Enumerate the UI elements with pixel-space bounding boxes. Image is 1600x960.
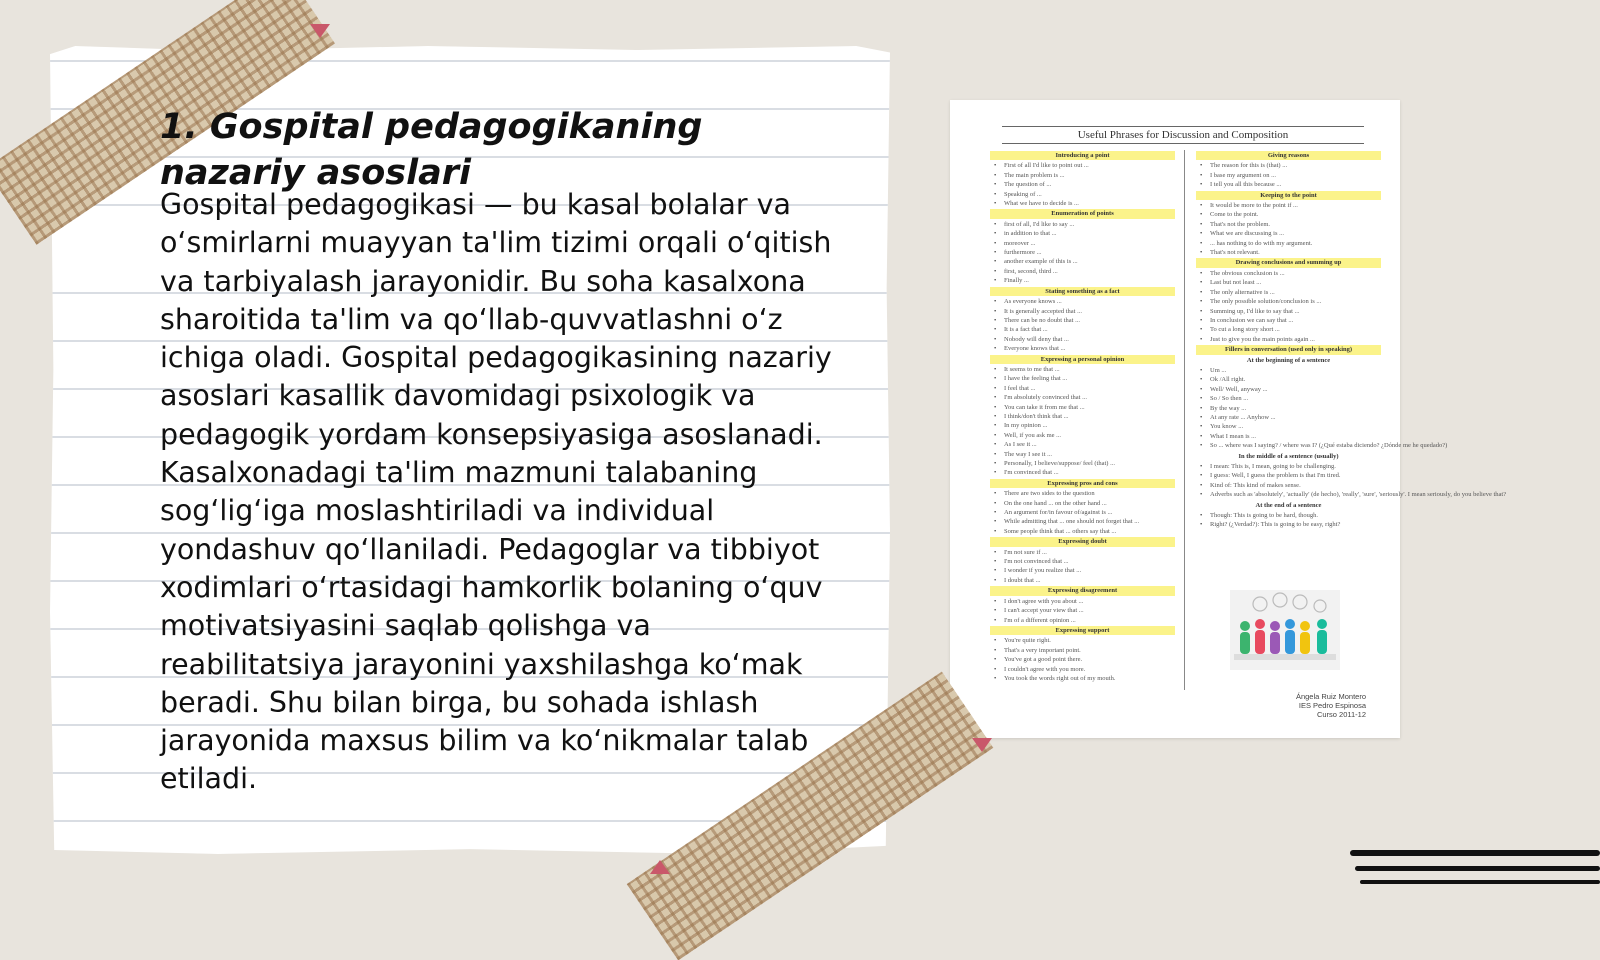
document-section-heading: Stating something as a fact [990, 287, 1175, 296]
document-section-heading: Expressing disagreement [990, 586, 1175, 595]
document-list-item: • Ok /All right. [1196, 375, 1381, 384]
document-subheading: In the middle of a sentence (usually) [1238, 452, 1339, 460]
document-signature [1296, 692, 1366, 719]
document-left-column [990, 150, 1175, 683]
document-list-item: • So / So then ... [1196, 394, 1381, 403]
document-list-item: • I don't agree with you about ... [990, 597, 1175, 606]
document-list-item: • in addition to that ... [990, 229, 1175, 238]
document-list-item: • I guess: Well, I guess the problem is that I'm tired. [1196, 471, 1381, 480]
document-section-heading: Expressing pros and cons [990, 479, 1175, 488]
document-list-item: • moreover ... [990, 239, 1175, 248]
document-list-item: • I doubt that ... [990, 576, 1175, 585]
document-list-item: • I think/don't think that ... [990, 412, 1175, 421]
document-list-item: • I'm not convinced that ... [990, 557, 1175, 566]
document-list-item: • You took the words right out of my mouth. [990, 674, 1175, 683]
document-list-item: • I base my argument on ... [1196, 171, 1381, 180]
brush-stroke [1350, 850, 1600, 856]
brush-stroke [1360, 880, 1600, 884]
document-list-item: • At any rate ... Anyhow ... [1196, 413, 1381, 422]
document-list-item: • By the way ... [1196, 404, 1381, 413]
document-list-item: • What we have to decide is ... [990, 199, 1175, 208]
document-list-item: • That's not the problem. [1196, 220, 1381, 229]
document-list-item: • I can't accept your view that ... [990, 606, 1175, 615]
document-list-item: • You're quite right. [990, 636, 1175, 645]
document-list-item: • Just to give you the main points again ... [1196, 335, 1381, 344]
document-section-heading: Giving reasons [1196, 151, 1381, 160]
document-list-item: • The obvious conclusion is ... [1196, 269, 1381, 278]
document-list-item: • That's a very important point. [990, 646, 1175, 655]
document-list-item: • The only possible solution/conclusion is ... [1196, 297, 1381, 306]
document-list-item: • The reason for this is (that) ... [1196, 161, 1381, 170]
document-list-item: • It seems to me that ... [990, 365, 1175, 374]
document-list-item: • another example of this is ... [990, 257, 1175, 266]
pin-icon [650, 860, 670, 874]
document-list-item: • first of all, I'd like to say ... [990, 220, 1175, 229]
document-section-heading: Fillers in conversation (used only in speaking) [1196, 345, 1381, 354]
document-list-item: • It would be more to the point if ... [1196, 201, 1381, 210]
document-list-item: • Last but not least ... [1196, 278, 1381, 287]
document-list-item: • Um ... [1196, 366, 1381, 375]
people-speech-bubbles-icon [1230, 590, 1340, 670]
document-list-item: • I feel that ... [990, 384, 1175, 393]
document-list-item: • I'm absolutely convinced that ... [990, 393, 1175, 402]
document-list-item: • What we are discussing is ... [1196, 229, 1381, 238]
signature-line: IES Pedro Espinosa [1298, 701, 1366, 710]
document-list-item: • That's not relevant. [1196, 248, 1381, 257]
document-list-item: • Right? (¿Verdad?): This is going to be easy, right? [1196, 520, 1381, 529]
document-list-item: • The question of ... [990, 180, 1175, 189]
document-list-item: • Well, if you ask me ... [990, 431, 1175, 440]
document-list-item: • ... has nothing to do with my argument. [1196, 239, 1381, 248]
document-section-heading: Expressing doubt [990, 537, 1175, 546]
document-list-item: • I wonder if you realize that ... [990, 566, 1175, 575]
document-list-item: • On the one hand ... on the other hand ... [990, 499, 1175, 508]
document-list-item: • You've got a good point there. [990, 655, 1175, 664]
document-section-heading: Expressing support [990, 626, 1175, 635]
slide-title: 1. Gospital pedagogikaning nazariy asoslari [160, 107, 703, 193]
document-list-item: • I tell you all this because ... [1196, 180, 1381, 189]
document-right-column [1196, 150, 1507, 530]
document-list-item: • furthermore ... [990, 248, 1175, 257]
document-list-item: • Personally, I believe/suppose/ feel (that) ... [990, 459, 1175, 468]
signature-line: Ángela Ruiz Montero [1295, 692, 1366, 701]
document-title: Useful Phrases for Discussion and Composition [1002, 126, 1364, 144]
document-list-item: • Kind of: This kind of makes sense. [1196, 481, 1381, 490]
document-list-item: • In my opinion ... [990, 421, 1175, 430]
document-list-item: • First of all I'd like to point out ... [990, 161, 1175, 170]
slide-body-text: Gospital pedagogikasi — bu kasal bolalar va o‘smirlarni muayyan ta'lim tizimi orqali o‘qitish va tarbiyalash jarayonidir. Bu soha kasalxona sharoitida ta'lim va qo‘llab-quvvatlashni o‘z ichiga oladi. Gospital pedagogikasining nazariy asoslari kasallik davomidagi psixologik va pedagogik yordam konsepsiyasiga asoslanadi. Kasalxonadagi ta'lim mazmuni talabaning sog‘lig‘iga moslashtiriladi va individual yondashuv qo‘llaniladi. Pedagoglar va tibbiyot xodimlari o‘rtasidagi hamkorlik bolaning o‘quv motivatsiyasini saqlab qolishga va reabilitatsiya jarayonini yaxshilashga ko‘mak beradi. Shu bilan birga, bu sohada ishlash jarayonida maxsus bilim va ko‘nikmalar talab etiladi. [160, 188, 832, 796]
document-list-item: • Speaking of ... [990, 190, 1175, 199]
brush-stroke [1355, 866, 1600, 871]
document-list-item: • To cut a long story short ... [1196, 325, 1381, 334]
document-section-heading: Enumeration of points [990, 209, 1175, 218]
document-list-item: • I'm of a different opinion ... [990, 616, 1175, 625]
document-subheading: At the beginning of a sentence [1246, 356, 1331, 364]
document-section-heading: Introducing a point [990, 151, 1175, 160]
document-list-item: • It is a fact that ... [990, 325, 1175, 334]
document-list-item: • Everyone knows that ... [990, 344, 1175, 353]
document-section-heading: Drawing conclusions and summing up [1196, 258, 1381, 267]
document-list-item: • The way I see it ... [990, 450, 1175, 459]
document-image [950, 100, 1507, 738]
document-list-item: • Nobody will deny that ... [990, 335, 1175, 344]
document-list-item: • first, second, third ... [990, 267, 1175, 276]
document-list-item: • I'm convinced that ... [990, 468, 1175, 477]
document-list-item: • What I mean is ... [1196, 432, 1381, 441]
document-list-item: • There are two sides to the question [990, 489, 1175, 498]
document-list-item: • You can take it from me that ... [990, 403, 1175, 412]
document-list-item: • An argument for/in favour of/against is ... [990, 508, 1175, 517]
document-list-item: • So ... where was I saying? / where was I? (¿Qué estaba diciendo? ¿Dónde me he quedado?) [1196, 441, 1381, 450]
document-list-item: • I have the feeling that ... [990, 374, 1175, 383]
document-list-item: • Summing up, I'd like to say that ... [1196, 307, 1381, 316]
document-list-item: • Finally ... [990, 276, 1175, 285]
document-list-item: • You know ... [1196, 422, 1381, 431]
document-list-item: • Some people think that ... others say that ... [990, 527, 1175, 536]
document-section-heading: Expressing a personal opinion [990, 355, 1175, 364]
document-column-divider [1184, 150, 1185, 690]
document-subheading: At the end of a sentence [1255, 501, 1322, 509]
pin-icon [972, 738, 992, 752]
document-list-item: • There can be no doubt that ... [990, 316, 1175, 325]
document-list-item: • The only alternative is ... [1196, 288, 1381, 297]
document-list-item: • It is generally accepted that ... [990, 307, 1175, 316]
document-list-item: • Adverbs such as 'absolutely', 'actually' (de hecho), 'really', 'sure', 'seriously'. I mean seriously, do you believe that? [1196, 490, 1381, 499]
document-list-item: • Though: This is going to be hard, though. [1196, 511, 1381, 520]
pin-icon [310, 24, 330, 38]
document-list-item: • As everyone knows ... [990, 297, 1175, 306]
document-list-item: • Come to the point. [1196, 210, 1381, 219]
document-list-item: • As I see it ... [990, 440, 1175, 449]
document-section-heading: Keeping to the point [1196, 191, 1381, 200]
signature-line: Curso 2011-12 [1316, 710, 1366, 719]
document-list-item: • In conclusion we can say that ... [1196, 316, 1381, 325]
document-list-item: • Well/ Well, anyway ... [1196, 385, 1381, 394]
document-list-item: • While admitting that ... one should not forget that ... [990, 517, 1175, 526]
document-list-item: • The main problem is ... [990, 171, 1175, 180]
document-list-item: • I mean: This is, I mean, going to be challenging. [1196, 462, 1381, 471]
document-list-item: • I couldn't agree with you more. [990, 665, 1175, 674]
document-list-item: • I'm not sure if ... [990, 548, 1175, 557]
